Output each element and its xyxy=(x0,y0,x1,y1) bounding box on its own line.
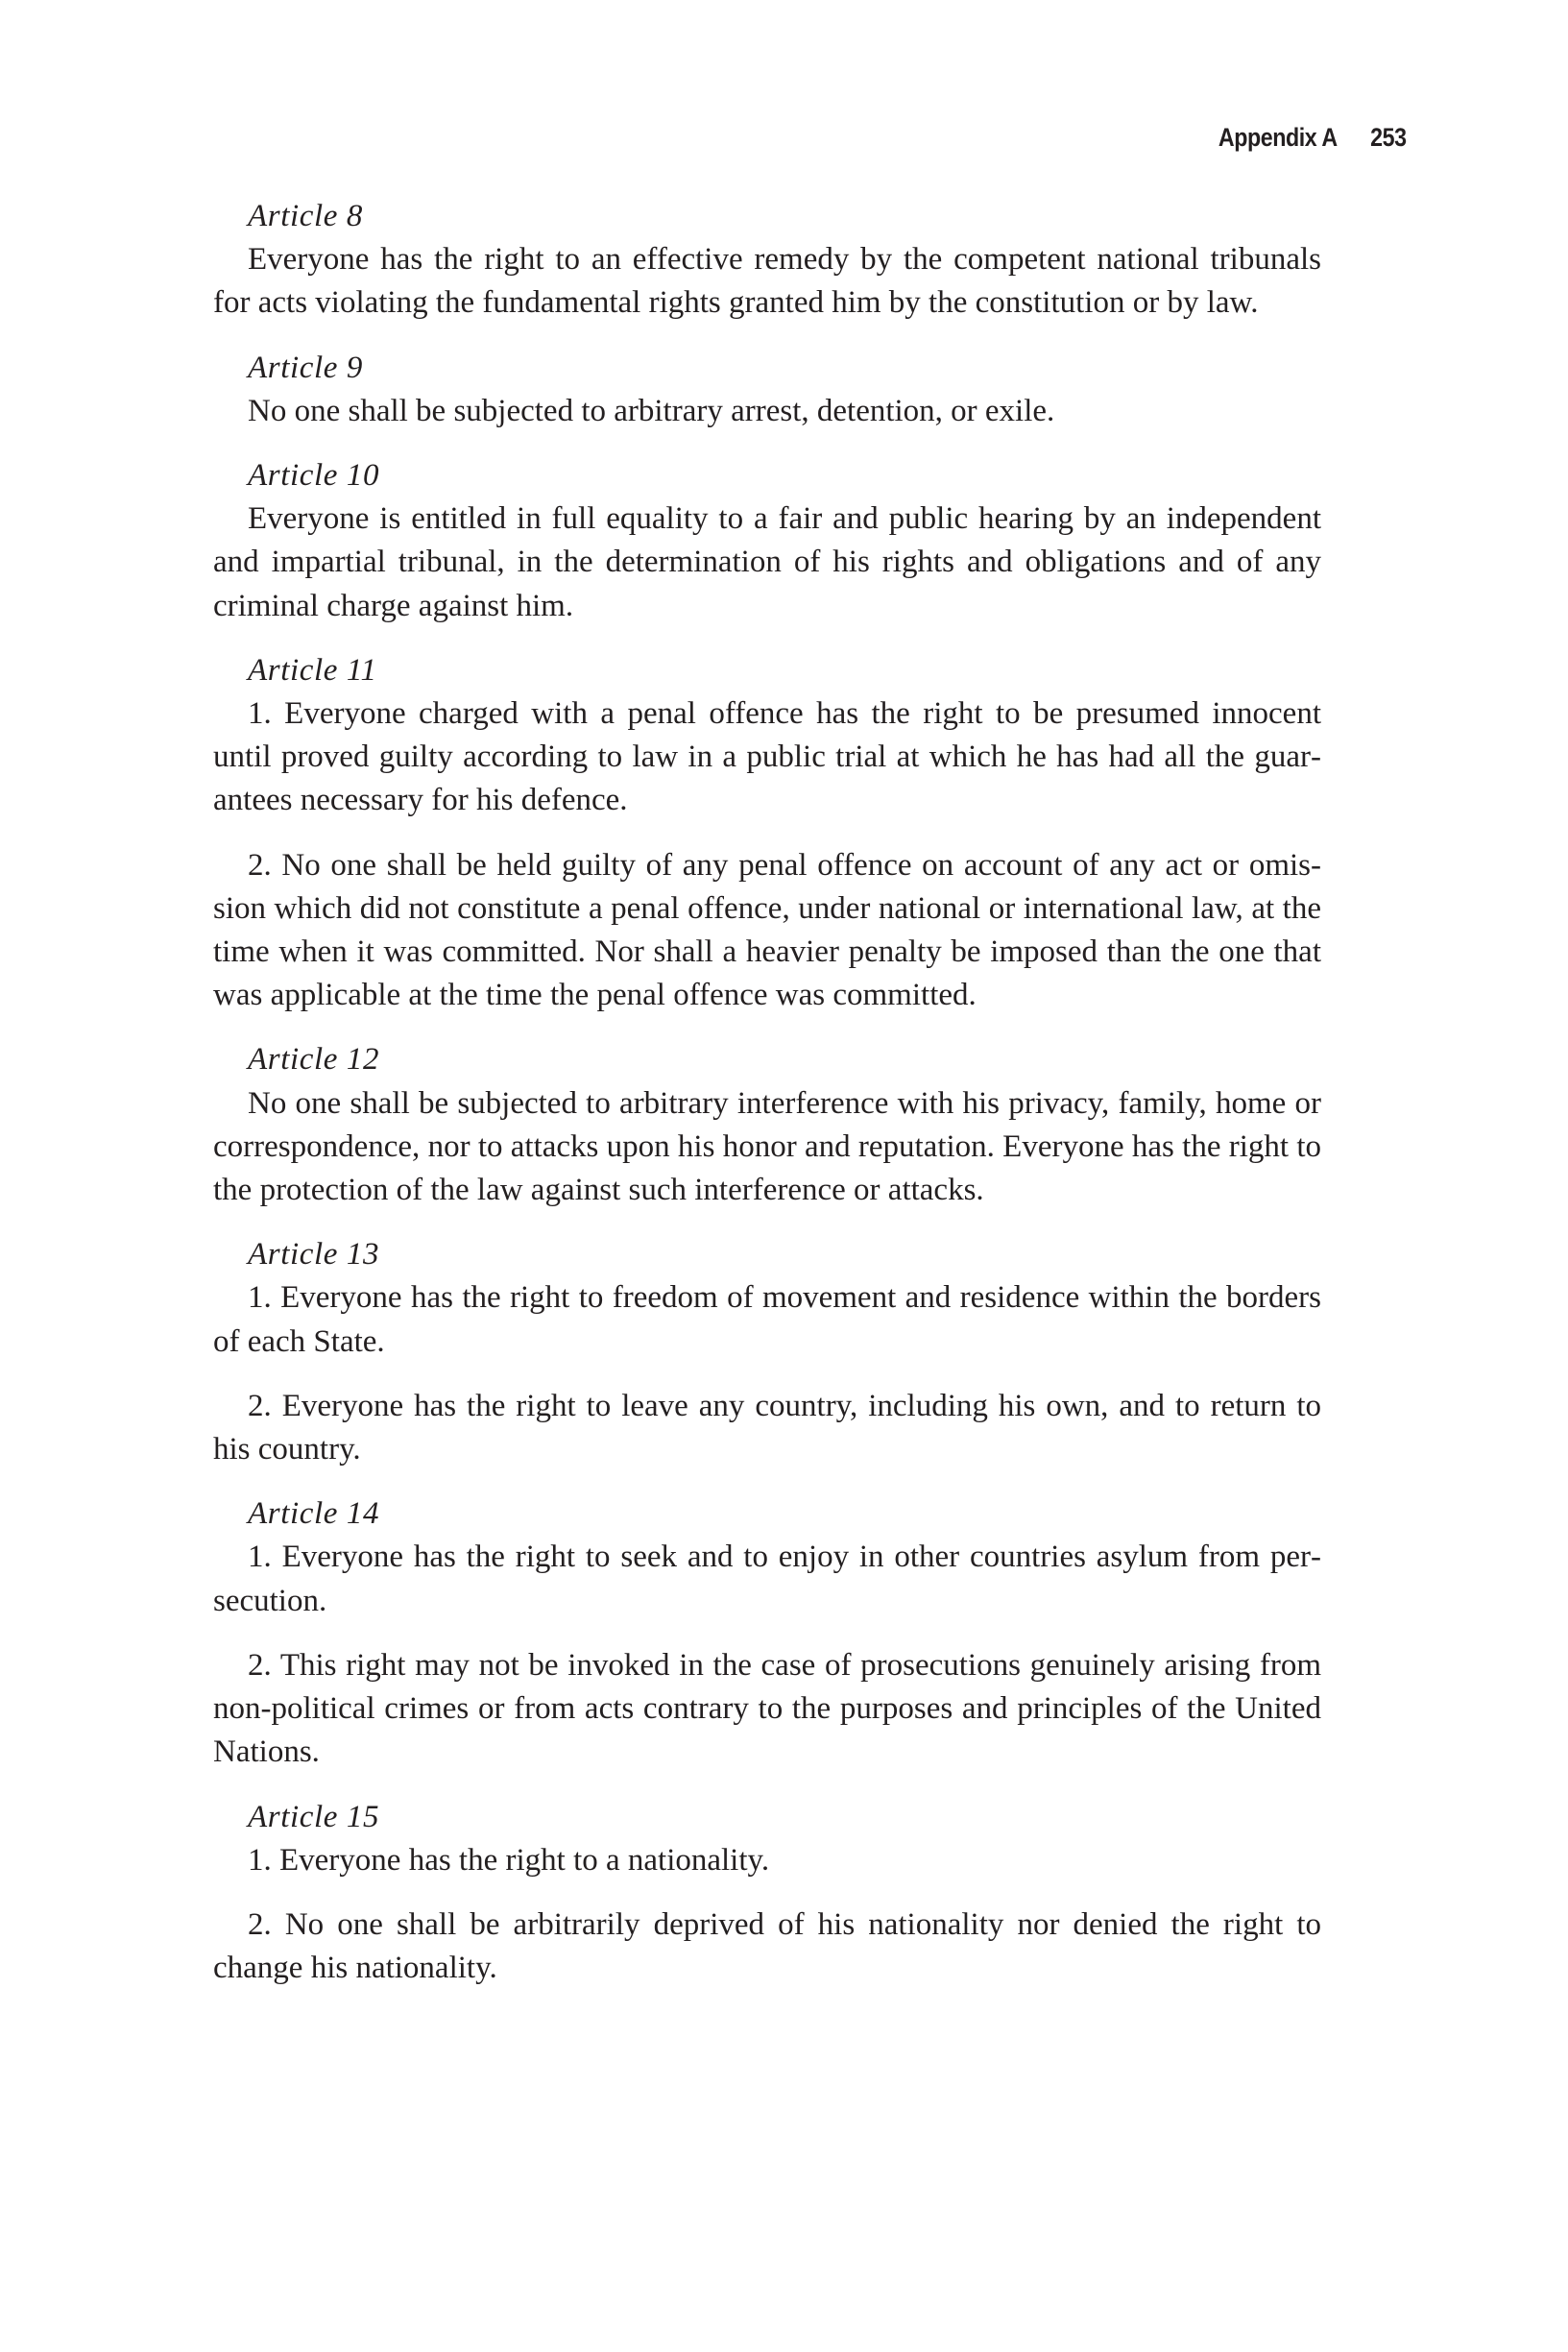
article-heading: Article 11 xyxy=(248,652,377,688)
article-8 xyxy=(213,195,1321,326)
article-9 xyxy=(213,347,1321,433)
article-paragraph: 2. This right may not be invoked in the case of prosecutions genuinely arising from non-political crimes or from acts contrary to the purposes and principles of the United Nations. xyxy=(213,1647,1321,1770)
article-heading: Article 13 xyxy=(248,1237,380,1273)
article-paragraph: Everyone is entitled in full equality to a fair and public hearing by an independent and impartial tribunal, in the determination of his rights and obligations and of any criminal charge against him. xyxy=(213,501,1321,623)
article-heading: Article 8 xyxy=(248,199,363,233)
article-paragraph: No one shall be subjected to arbitrary interference with his privacy, family, home or correspondence, nor to attacks upon his honor and reputation. Everyone has the right to the protection of the law against such interference or attacks. xyxy=(213,1085,1321,1208)
article-14 xyxy=(213,1492,1321,1774)
article-10 xyxy=(213,454,1321,628)
article-heading: Article 9 xyxy=(248,350,363,385)
article-paragraph: 1. Everyone charged with a penal offence has the right to be presumed innocent until proved guilty according to law in a public trial at which he has had all the guarantees necessary for his defence. xyxy=(213,696,1321,818)
article-paragraph: 1. Everyone has the right to seek and to enjoy in other countries asylum from persecution. xyxy=(213,1540,1321,1618)
article-paragraph: 1. Everyone has the right to a nationality. xyxy=(248,1842,770,1878)
body-text xyxy=(213,195,1321,2011)
article-paragraph: 1. Everyone has the right to freedom of movement and residence within the borders of each State. xyxy=(213,1280,1321,1359)
article-12 xyxy=(213,1038,1321,1212)
page-number: 253 xyxy=(1370,123,1407,152)
article-paragraph: 2. Everyone has the right to leave any country, including his own, and to return to his country. xyxy=(213,1388,1321,1467)
article-heading: Article 12 xyxy=(248,1042,380,1078)
article-11 xyxy=(213,649,1321,1018)
article-paragraph: No one shall be subjected to arbitrary arrest, detention, or exile. xyxy=(248,393,1055,428)
article-heading: Article 14 xyxy=(248,1496,380,1532)
article-15 xyxy=(213,1796,1321,1991)
running-head-section: Appendix A xyxy=(1218,123,1339,152)
article-paragraph: 2. No one shall be arbitrarily deprived of his nationality nor denied the right to change his nationality. xyxy=(213,1906,1321,1986)
article-paragraph: 2. No one shall be held guilty of any penal offence on account of any act or omission which did not constitute a penal offence, under national or international law, at the time when it was committed. Nor shall a heavier penalty be imposed than the one that was applicable at the time the penal offence was committed. xyxy=(213,847,1321,1013)
article-paragraph: Everyone has the right to an effective remedy by the competent national tribunals for acts violating the fundamental rights granted him by the constitution or by law. xyxy=(213,242,1321,321)
article-13 xyxy=(213,1233,1321,1471)
article-heading: Article 10 xyxy=(248,458,380,494)
running-head xyxy=(1218,123,1407,153)
article-heading: Article 15 xyxy=(248,1799,380,1834)
